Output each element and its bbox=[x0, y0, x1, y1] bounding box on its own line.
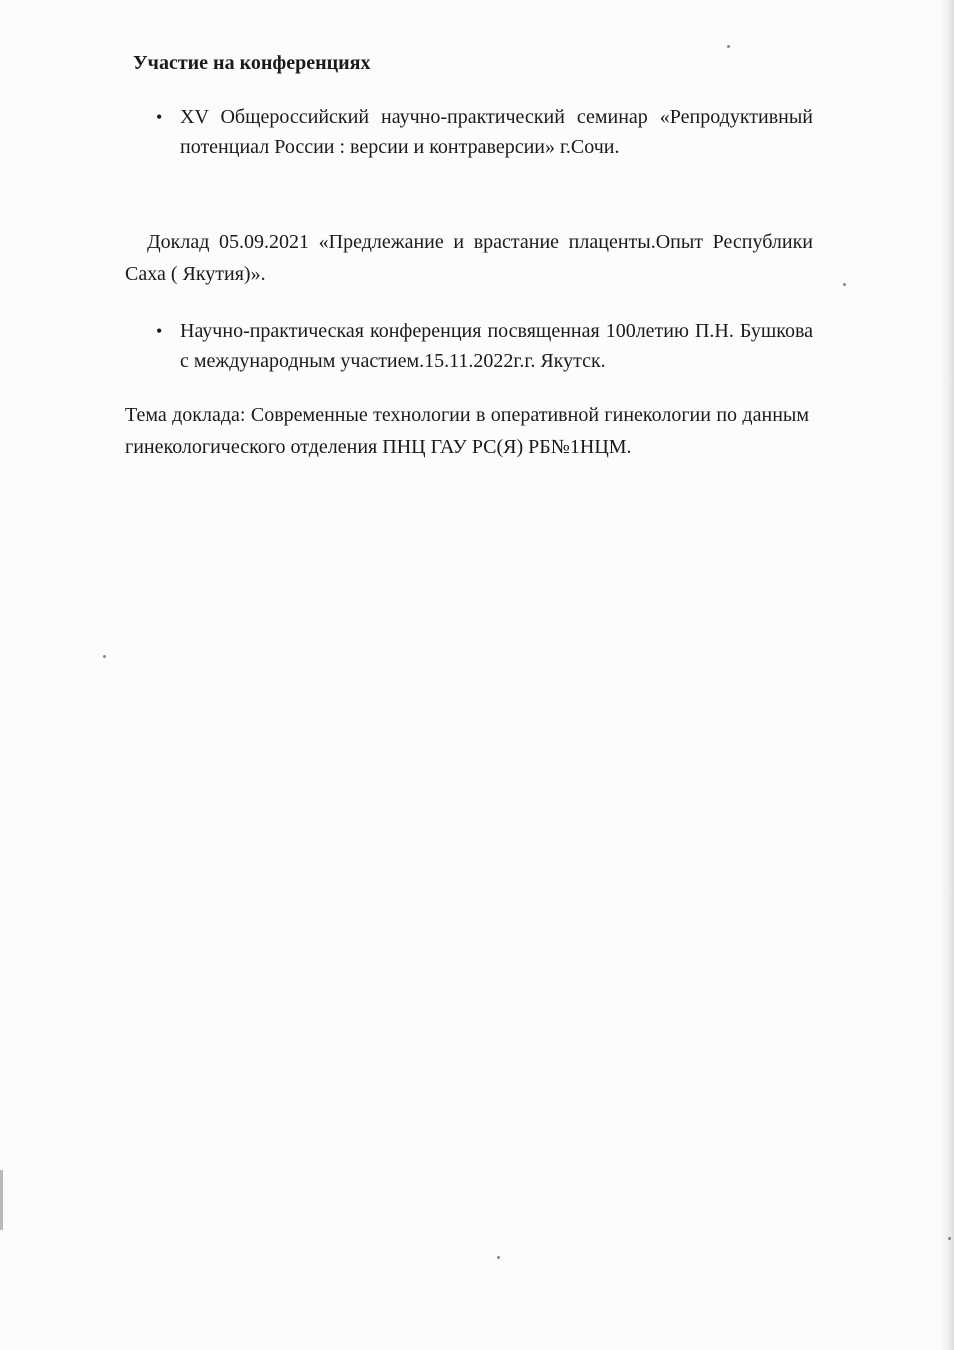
conference-list-item bbox=[156, 316, 813, 376]
conference-text: Научно-практическая конференция посвященная 100летию П.Н. Бушкова с международным участием.15.11.2022г.г. Якутск. bbox=[180, 320, 813, 372]
scan-edge-mark bbox=[0, 1170, 3, 1230]
scan-speck bbox=[103, 655, 106, 658]
conference-text: XV Общероссийский научно-практический семинар «Репродуктивный потенциал России : версии и контраверсии» г.Сочи. bbox=[180, 106, 813, 158]
report-paragraph: Доклад 05.09.2021 «Предлежание и врастание плаценты.Опыт Республики Саха ( Якутия)». bbox=[125, 231, 813, 285]
scan-speck bbox=[497, 1256, 500, 1259]
scan-speck bbox=[843, 283, 846, 286]
scan-speck bbox=[727, 45, 730, 48]
bullet-icon: • bbox=[156, 321, 163, 341]
conference-list-item bbox=[156, 102, 813, 162]
bullet-icon: • bbox=[156, 107, 163, 127]
report-topic-paragraph: Тема доклада: Современные технологии в оперативной гинекологии по данным гинекологического отделения ПНЦ ГАУ РС(Я) РБ№1НЦМ. bbox=[125, 404, 809, 458]
section-heading: Участие на конференциях bbox=[133, 52, 371, 74]
scan-speck bbox=[948, 1237, 951, 1240]
scan-edge-shadow bbox=[940, 0, 954, 1350]
